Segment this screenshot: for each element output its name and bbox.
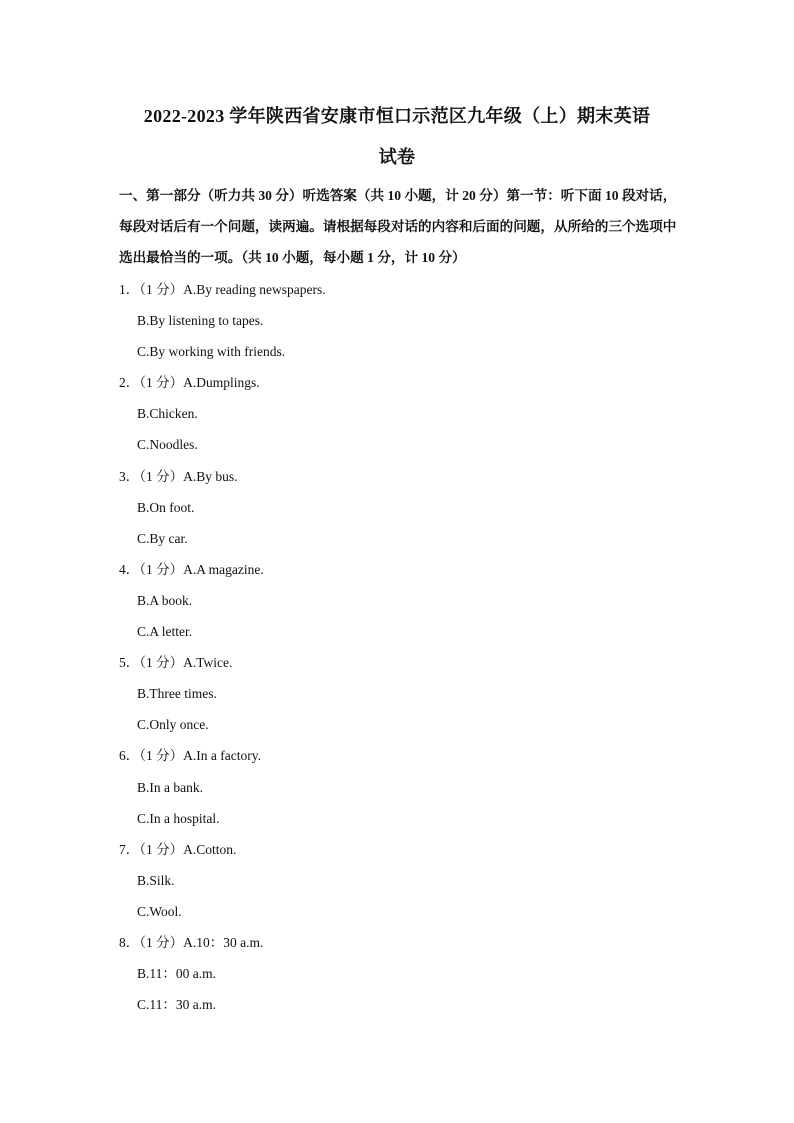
exam-title-line-2: 试卷 (378, 147, 416, 167)
option-a: A.In a factory. (183, 748, 261, 764)
option-b: B.Chicken. (137, 406, 198, 422)
exam-title-line-1: 2022-2023 学年陕西省安康市恒口示范区九年级（上）期末英语 (143, 106, 651, 126)
option-c: C.By car. (137, 530, 188, 546)
option-b: B.Silk. (137, 872, 175, 888)
question-number: 7．（1 分） (119, 841, 184, 857)
question-list (119, 274, 679, 1020)
option-b: B.11：00 a.m. (137, 966, 216, 982)
question-2 (119, 367, 679, 460)
question-5 (119, 647, 679, 740)
option-b: B.A book. (137, 592, 193, 608)
option-b: B.On foot. (137, 499, 195, 515)
question-6-stem (119, 740, 679, 771)
question-8 (119, 927, 679, 1020)
option-a: A.Twice. (183, 655, 233, 671)
question-1-stem (119, 274, 679, 305)
section-instructions: 一、第一部分（听力共 30 分）听选答案（共 10 小题，计 20 分）第一节：听下面 10 段对话，每段对话后有一个问题，读两遍。请根据每段对话的内容和后面的问题，从所给的三个选项中选出最恰当的一项。（共 10 小题，每小题 1 分，计 10 分） (119, 188, 677, 265)
option-b: B.By listening to tapes. (137, 313, 264, 329)
question-3 (119, 461, 679, 554)
question-number: 6．（1 分） (119, 748, 184, 764)
option-b: B.Three times. (137, 686, 217, 702)
question-number: 1．（1 分） (119, 282, 184, 297)
option-c: C.A letter. (137, 624, 193, 640)
option-a: A.10：30 a.m. (183, 934, 264, 950)
option-a: A.By reading newspapers. (183, 282, 326, 297)
option-c: C.Only once. (137, 717, 209, 733)
question-6 (119, 740, 679, 833)
question-2-stem (119, 367, 679, 398)
question-7-stem (119, 834, 679, 865)
option-a: A.Dumplings. (183, 375, 260, 391)
question-7 (119, 834, 679, 927)
question-8-stem (119, 927, 679, 958)
question-5-stem (119, 647, 679, 678)
question-4 (119, 554, 679, 647)
question-number: 4．（1 分） (119, 561, 184, 577)
option-c: C.Noodles. (137, 437, 198, 453)
question-number: 2．（1 分） (119, 375, 184, 391)
question-number: 3．（1 分） (119, 468, 184, 484)
question-1 (119, 274, 679, 367)
option-c: C.11：30 a.m. (137, 997, 216, 1013)
question-3-stem (119, 461, 679, 492)
option-b: B.In a bank. (137, 779, 203, 795)
question-number: 8．（1 分） (119, 934, 184, 950)
question-4-stem (119, 554, 679, 585)
question-number: 5．（1 分） (119, 655, 184, 671)
option-a: A.Cotton. (183, 841, 237, 857)
option-c: C.Wool. (137, 903, 182, 919)
option-a: A.By bus. (183, 468, 238, 484)
option-c: C.In a hospital. (137, 810, 220, 826)
option-c: C.By working with friends. (137, 344, 286, 360)
option-a: A.A magazine. (183, 561, 264, 577)
